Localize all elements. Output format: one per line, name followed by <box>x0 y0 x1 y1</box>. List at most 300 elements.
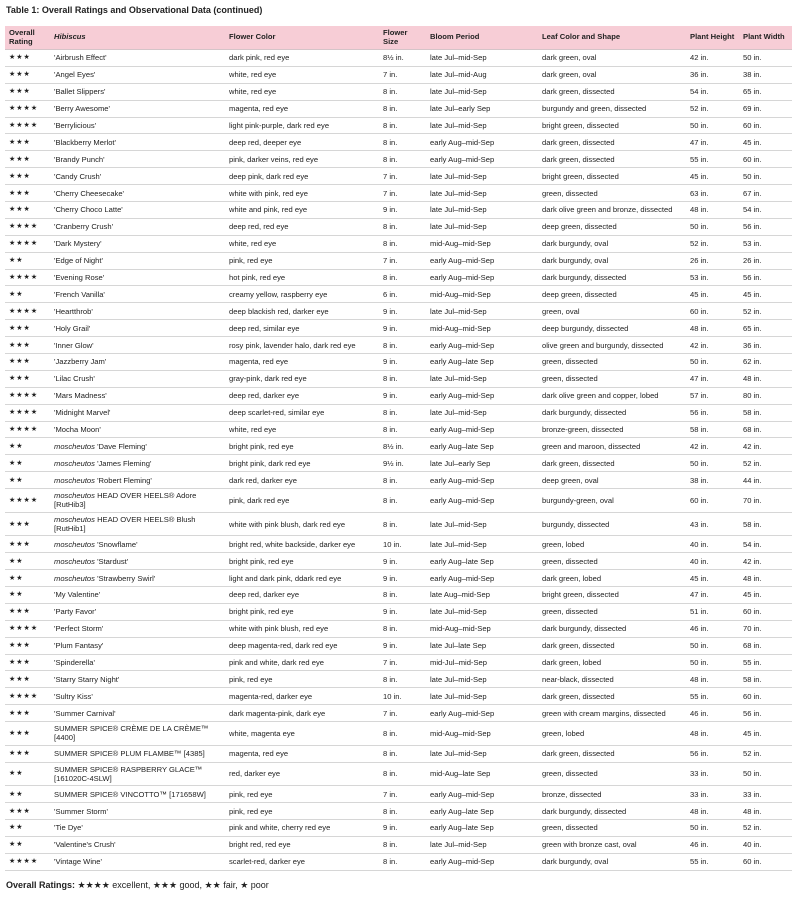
rating-cell: ★★★ <box>5 654 50 671</box>
width-cell: 70 in. <box>739 489 792 513</box>
header-row <box>5 26 792 50</box>
species-prefix: moscheutos <box>54 491 95 501</box>
rating-cell: ★★ <box>5 762 50 786</box>
rating-cell: ★★★ <box>5 354 50 371</box>
table-row <box>5 202 792 219</box>
flower-size-cell: 8 in. <box>379 587 426 604</box>
rating-cell: ★★★★ <box>5 117 50 134</box>
hibiscus-cell <box>50 637 225 654</box>
width-cell: 42 in. <box>739 438 792 455</box>
table-row <box>5 587 792 604</box>
rating-cell: ★★★ <box>5 134 50 151</box>
bloom-period-cell: mid-Aug–mid-Sep <box>426 722 538 746</box>
flower-color-cell: dark pink, red eye <box>225 50 379 67</box>
rating-cell: ★★★★ <box>5 489 50 513</box>
cultivar-name: 'Inner Glow' <box>54 340 94 350</box>
width-cell: 50 in. <box>739 762 792 786</box>
flower-size-cell: 9 in. <box>379 354 426 371</box>
col-header-height: Plant Height <box>686 26 739 50</box>
leaf-cell: bright green, dissected <box>538 168 686 185</box>
height-cell: 50 in. <box>686 455 739 472</box>
height-cell: 42 in. <box>686 337 739 354</box>
flower-color-cell: pink, red eye <box>225 252 379 269</box>
flower-color-cell: white, red eye <box>225 83 379 100</box>
hibiscus-cell <box>50 512 225 536</box>
leaf-cell: dark burgundy, oval <box>538 252 686 269</box>
bloom-period-cell: late Jul–mid-Sep <box>426 404 538 421</box>
cultivar-name: 'Lilac Crush' <box>54 374 95 384</box>
leaf-cell: dark burgundy, dissected <box>538 803 686 820</box>
height-cell: 33 in. <box>686 762 739 786</box>
table-row <box>5 387 792 404</box>
cultivar-name: 'Brandy Punch' <box>54 154 105 164</box>
bloom-period-cell: early Aug–mid-Sep <box>426 252 538 269</box>
width-cell: 52 in. <box>739 820 792 837</box>
flower-size-cell: 8 in. <box>379 853 426 870</box>
bloom-period-cell: early Aug–mid-Sep <box>426 134 538 151</box>
height-cell: 50 in. <box>686 637 739 654</box>
rating-cell: ★★★ <box>5 202 50 219</box>
rating-cell: ★★ <box>5 570 50 587</box>
flower-color-cell: white, red eye <box>225 235 379 252</box>
width-cell: 60 in. <box>739 151 792 168</box>
flower-size-cell: 8 in. <box>379 745 426 762</box>
cultivar-name: 'My Valentine' <box>54 590 101 600</box>
flower-size-cell: 9 in. <box>379 553 426 570</box>
bloom-period-cell: mid-Aug–mid-Sep <box>426 286 538 303</box>
hibiscus-cell <box>50 320 225 337</box>
legend-label: Overall Ratings: <box>6 880 76 890</box>
flower-size-cell: 10 in. <box>379 536 426 553</box>
leaf-cell: dark green, lobed <box>538 654 686 671</box>
hibiscus-cell <box>50 438 225 455</box>
bloom-period-cell: early Aug–late Sep <box>426 820 538 837</box>
table-row <box>5 404 792 421</box>
flower-color-cell: pink and white, cherry red eye <box>225 820 379 837</box>
bloom-period-cell: late Jul–mid-Aug <box>426 66 538 83</box>
bloom-period-cell: late Aug–mid-Sep <box>426 587 538 604</box>
table-row <box>5 168 792 185</box>
height-cell: 54 in. <box>686 83 739 100</box>
leaf-cell: dark burgundy, oval <box>538 853 686 870</box>
width-cell: 48 in. <box>739 570 792 587</box>
leaf-cell: burgundy and green, dissected <box>538 100 686 117</box>
cultivar-name: 'Stardust' <box>94 556 129 566</box>
flower-color-cell: deep red, red eye <box>225 218 379 235</box>
cultivar-name: 'Cherry Cheesecake' <box>54 188 125 198</box>
ratings-legend <box>6 880 269 891</box>
flower-size-cell: 8 in. <box>379 489 426 513</box>
rating-cell: ★★★ <box>5 637 50 654</box>
flower-size-cell: 8 in. <box>379 100 426 117</box>
hibiscus-cell <box>50 387 225 404</box>
flower-color-cell: gray-pink, dark red eye <box>225 370 379 387</box>
cultivar-name: 'Candy Crush' <box>54 171 102 181</box>
flower-size-cell: 9 in. <box>379 603 426 620</box>
table-body <box>5 50 792 871</box>
bloom-period-cell: early Aug–mid-Sep <box>426 853 538 870</box>
bloom-period-cell: early Aug–late Sep <box>426 438 538 455</box>
species-prefix: moscheutos <box>54 573 95 583</box>
rating-cell: ★★★★ <box>5 404 50 421</box>
bloom-period-cell: mid-Aug–mid-Sep <box>426 620 538 637</box>
cultivar-name: 'Heartthrob' <box>54 306 93 316</box>
cultivar-name: 'Dave Fleming' <box>94 441 147 451</box>
leaf-cell: deep green, oval <box>538 472 686 489</box>
flower-size-cell: 9 in. <box>379 320 426 337</box>
table-row <box>5 745 792 762</box>
table-row <box>5 83 792 100</box>
width-cell: 45 in. <box>739 587 792 604</box>
flower-color-cell: pink, red eye <box>225 803 379 820</box>
ratings-table <box>5 26 792 871</box>
bloom-period-cell: late Jul–mid-Sep <box>426 117 538 134</box>
width-cell: 56 in. <box>739 269 792 286</box>
bloom-period-cell: early Aug–mid-Sep <box>426 489 538 513</box>
flower-color-cell: bright pink, red eye <box>225 438 379 455</box>
flower-size-cell: 8 in. <box>379 722 426 746</box>
table-row <box>5 337 792 354</box>
flower-color-cell: white with pink blush, dark red eye <box>225 512 379 536</box>
cultivar-name: HEAD OVER HEELS® Blush [RutHib1] <box>54 515 196 534</box>
width-cell: 52 in. <box>739 745 792 762</box>
hibiscus-cell <box>50 151 225 168</box>
width-cell: 65 in. <box>739 320 792 337</box>
rating-cell: ★★ <box>5 438 50 455</box>
table-row <box>5 320 792 337</box>
height-cell: 40 in. <box>686 553 739 570</box>
leaf-cell: dark green, dissected <box>538 455 686 472</box>
leaf-cell: burgundy, dissected <box>538 512 686 536</box>
leaf-cell: green and maroon, dissected <box>538 438 686 455</box>
rating-cell: ★★★★ <box>5 235 50 252</box>
table-row <box>5 472 792 489</box>
width-cell: 55 in. <box>739 654 792 671</box>
height-cell: 48 in. <box>686 320 739 337</box>
species-prefix: moscheutos <box>54 515 95 525</box>
rating-cell: ★★ <box>5 286 50 303</box>
cultivar-name: 'Evening Rose' <box>54 273 105 283</box>
width-cell: 45 in. <box>739 134 792 151</box>
cultivar-name: 'Summer Carnival' <box>54 708 116 718</box>
flower-size-cell: 7 in. <box>379 786 426 803</box>
flower-color-cell: magenta, red eye <box>225 100 379 117</box>
flower-color-cell: white with pink blush, red eye <box>225 620 379 637</box>
rating-cell: ★★★★ <box>5 218 50 235</box>
rating-cell: ★★ <box>5 820 50 837</box>
table-row <box>5 836 792 853</box>
flower-size-cell: 9 in. <box>379 303 426 320</box>
leaf-cell: dark green, dissected <box>538 134 686 151</box>
cultivar-name: 'Angel Eyes' <box>54 70 96 80</box>
height-cell: 42 in. <box>686 50 739 67</box>
flower-color-cell: white with pink, red eye <box>225 185 379 202</box>
flower-size-cell: 7 in. <box>379 705 426 722</box>
table-row <box>5 117 792 134</box>
rating-cell: ★★★ <box>5 83 50 100</box>
height-cell: 48 in. <box>686 671 739 688</box>
cultivar-name: 'Blackberry Merlot' <box>54 137 116 147</box>
flower-color-cell: deep red, deeper eye <box>225 134 379 151</box>
leaf-cell: dark green, dissected <box>538 151 686 168</box>
flower-size-cell: 8 in. <box>379 337 426 354</box>
hibiscus-cell <box>50 688 225 705</box>
width-cell: 38 in. <box>739 66 792 83</box>
table-row <box>5 286 792 303</box>
leaf-cell: green, dissected <box>538 354 686 371</box>
bloom-period-cell: late Jul–early Sep <box>426 455 538 472</box>
table-row <box>5 235 792 252</box>
width-cell: 42 in. <box>739 553 792 570</box>
col-header-leaf: Leaf Color and Shape <box>538 26 686 50</box>
bloom-period-cell: late Jul–late Sep <box>426 637 538 654</box>
bloom-period-cell: late Jul–mid-Sep <box>426 168 538 185</box>
height-cell: 26 in. <box>686 252 739 269</box>
width-cell: 58 in. <box>739 404 792 421</box>
bloom-period-cell: early Aug–mid-Sep <box>426 570 538 587</box>
flower-size-cell: 8 in. <box>379 117 426 134</box>
bloom-period-cell: late Jul–mid-Sep <box>426 218 538 235</box>
bloom-period-cell: late Jul–mid-Sep <box>426 745 538 762</box>
cultivar-name: 'Valentine's Crush' <box>54 840 116 850</box>
bloom-period-cell: early Aug–late Sep <box>426 553 538 570</box>
cultivar-name: 'Party Favor' <box>54 607 97 617</box>
height-cell: 45 in. <box>686 570 739 587</box>
bloom-period-cell: late Jul–mid-Sep <box>426 512 538 536</box>
width-cell: 52 in. <box>739 455 792 472</box>
leaf-cell: burgundy-green, oval <box>538 489 686 513</box>
bloom-period-cell: late Jul–mid-Sep <box>426 836 538 853</box>
height-cell: 63 in. <box>686 185 739 202</box>
hibiscus-cell <box>50 570 225 587</box>
flower-color-cell: deep blackish red, darker eye <box>225 303 379 320</box>
hibiscus-cell <box>50 83 225 100</box>
bloom-period-cell: late Jul–mid-Sep <box>426 303 538 320</box>
table-row <box>5 252 792 269</box>
leaf-cell: green, lobed <box>538 722 686 746</box>
height-cell: 56 in. <box>686 404 739 421</box>
hibiscus-cell <box>50 620 225 637</box>
rating-cell: ★★★★ <box>5 688 50 705</box>
height-cell: 55 in. <box>686 688 739 705</box>
width-cell: 58 in. <box>739 512 792 536</box>
cultivar-name: 'Summer Storm' <box>54 806 108 816</box>
cultivar-name: 'Midnight Marvel' <box>54 408 111 418</box>
table-row <box>5 421 792 438</box>
rating-cell: ★★★ <box>5 705 50 722</box>
cultivar-name: 'Mocha Moon' <box>54 425 101 435</box>
leaf-cell: dark olive green and copper, lobed <box>538 387 686 404</box>
width-cell: 68 in. <box>739 421 792 438</box>
hibiscus-cell <box>50 168 225 185</box>
rating-cell: ★★★ <box>5 66 50 83</box>
leaf-cell: dark green, oval <box>538 50 686 67</box>
rating-cell: ★★ <box>5 786 50 803</box>
flower-size-cell: 8 in. <box>379 620 426 637</box>
table-row <box>5 637 792 654</box>
hibiscus-cell <box>50 671 225 688</box>
flower-color-cell: white, magenta eye <box>225 722 379 746</box>
species-prefix: moscheutos <box>54 539 95 549</box>
width-cell: 48 in. <box>739 370 792 387</box>
leaf-cell: bronze, dissected <box>538 786 686 803</box>
table-row <box>5 603 792 620</box>
rating-cell: ★★★★ <box>5 269 50 286</box>
flower-color-cell: deep pink, dark red eye <box>225 168 379 185</box>
flower-color-cell: deep magenta-red, dark red eye <box>225 637 379 654</box>
cultivar-name: 'Airbrush Effect' <box>54 53 107 63</box>
flower-size-cell: 9½ in. <box>379 455 426 472</box>
table-row <box>5 151 792 168</box>
rating-cell: ★★★★ <box>5 100 50 117</box>
flower-color-cell: rosy pink, lavender halo, dark red eye <box>225 337 379 354</box>
bloom-period-cell: early Aug–mid-Sep <box>426 387 538 404</box>
flower-color-cell: light and dark pink, ddark red eye <box>225 570 379 587</box>
hibiscus-cell <box>50 472 225 489</box>
flower-size-cell: 9 in. <box>379 202 426 219</box>
table-row <box>5 269 792 286</box>
width-cell: 60 in. <box>739 117 792 134</box>
cultivar-name: 'Berrylicious' <box>54 121 97 130</box>
table-title: Table 1: Overall Ratings and Observational Data (continued) <box>6 5 263 15</box>
width-cell: 54 in. <box>739 536 792 553</box>
table-row <box>5 570 792 587</box>
width-cell: 62 in. <box>739 354 792 371</box>
height-cell: 47 in. <box>686 134 739 151</box>
flower-color-cell: creamy yellow, raspberry eye <box>225 286 379 303</box>
cultivar-name: 'Edge of Night' <box>54 256 103 266</box>
cultivar-name: 'French Vanilla' <box>54 289 105 299</box>
table-row <box>5 762 792 786</box>
width-cell: 36 in. <box>739 337 792 354</box>
flower-size-cell: 7 in. <box>379 654 426 671</box>
species-prefix: moscheutos <box>54 556 95 566</box>
width-cell: 60 in. <box>739 688 792 705</box>
hibiscus-cell <box>50 820 225 837</box>
height-cell: 52 in. <box>686 100 739 117</box>
leaf-cell: dark green, oval <box>538 66 686 83</box>
flower-color-cell: dark magenta-pink, dark eye <box>225 705 379 722</box>
flower-color-cell: scarlet-red, darker eye <box>225 853 379 870</box>
table-row <box>5 620 792 637</box>
width-cell: 65 in. <box>739 83 792 100</box>
table-row <box>5 354 792 371</box>
hibiscus-cell <box>50 370 225 387</box>
flower-size-cell: 6 in. <box>379 286 426 303</box>
hibiscus-cell <box>50 404 225 421</box>
cultivar-name: 'Mars Madness' <box>54 391 107 401</box>
table-row <box>5 705 792 722</box>
col-header-rating: Overall Rating <box>5 26 50 50</box>
height-cell: 42 in. <box>686 438 739 455</box>
bloom-period-cell: early Aug–mid-Sep <box>426 269 538 286</box>
leaf-cell: dark burgundy, oval <box>538 235 686 252</box>
height-cell: 47 in. <box>686 370 739 387</box>
table-row <box>5 303 792 320</box>
flower-size-cell: 8 in. <box>379 151 426 168</box>
leaf-cell: olive green and burgundy, dissected <box>538 337 686 354</box>
leaf-cell: green, dissected <box>538 762 686 786</box>
cultivar-name: 'Tie Dye' <box>54 823 83 833</box>
height-cell: 45 in. <box>686 168 739 185</box>
bloom-period-cell: early Aug–mid-Sep <box>426 337 538 354</box>
bloom-period-cell: late Jul–mid-Sep <box>426 688 538 705</box>
table-row <box>5 536 792 553</box>
height-cell: 50 in. <box>686 117 739 134</box>
hibiscus-cell <box>50 536 225 553</box>
width-cell: 68 in. <box>739 637 792 654</box>
width-cell: 60 in. <box>739 603 792 620</box>
table-row <box>5 722 792 746</box>
hibiscus-cell <box>50 202 225 219</box>
cultivar-name: 'Jazzberry Jam' <box>54 357 107 367</box>
flower-size-cell: 8½ in. <box>379 438 426 455</box>
cultivar-name: 'Cranberry Crush' <box>54 222 114 232</box>
table-row <box>5 786 792 803</box>
col-header-flower-size: Flower Size <box>379 26 426 50</box>
flower-color-cell: white and pink, red eye <box>225 202 379 219</box>
flower-color-cell: light pink-purple, dark red eye <box>225 117 379 134</box>
bloom-period-cell: late Jul–mid-Sep <box>426 370 538 387</box>
height-cell: 48 in. <box>686 803 739 820</box>
leaf-cell: green, dissected <box>538 185 686 202</box>
flower-size-cell: 7 in. <box>379 66 426 83</box>
hibiscus-cell <box>50 836 225 853</box>
leaf-cell: dark green, lobed <box>538 570 686 587</box>
hibiscus-cell <box>50 66 225 83</box>
rating-cell: ★★★★ <box>5 387 50 404</box>
leaf-cell: green, dissected <box>538 370 686 387</box>
flower-size-cell: 8 in. <box>379 836 426 853</box>
cultivar-name: 'Vintage Wine' <box>54 857 102 867</box>
flower-size-cell: 8½ in. <box>379 50 426 67</box>
rating-cell: ★★★ <box>5 745 50 762</box>
height-cell: 48 in. <box>686 202 739 219</box>
table-row <box>5 820 792 837</box>
flower-size-cell: 7 in. <box>379 185 426 202</box>
hibiscus-cell <box>50 745 225 762</box>
species-prefix: moscheutos <box>54 458 95 468</box>
flower-color-cell: pink, red eye <box>225 671 379 688</box>
height-cell: 45 in. <box>686 286 739 303</box>
cultivar-name: 'Strawberry Swirl' <box>94 573 156 583</box>
width-cell: 80 in. <box>739 387 792 404</box>
leaf-cell: dark green, dissected <box>538 745 686 762</box>
width-cell: 56 in. <box>739 218 792 235</box>
leaf-cell: dark green, dissected <box>538 637 686 654</box>
flower-size-cell: 8 in. <box>379 218 426 235</box>
hibiscus-cell <box>50 762 225 786</box>
leaf-cell: bright green, dissected <box>538 587 686 604</box>
height-cell: 55 in. <box>686 853 739 870</box>
col-header-hibiscus: Hibiscus <box>50 26 225 50</box>
bloom-period-cell: early Aug–mid-Sep <box>426 705 538 722</box>
leaf-cell: green, dissected <box>538 603 686 620</box>
cultivar-name: 'James Fleming' <box>94 458 152 468</box>
leaf-cell: dark burgundy, dissected <box>538 404 686 421</box>
bloom-period-cell: mid-Aug–late Sep <box>426 762 538 786</box>
flower-size-cell: 8 in. <box>379 269 426 286</box>
width-cell: 26 in. <box>739 252 792 269</box>
flower-size-cell: 9 in. <box>379 637 426 654</box>
rating-cell: ★★★ <box>5 803 50 820</box>
width-cell: 45 in. <box>739 722 792 746</box>
leaf-cell: green, lobed <box>538 536 686 553</box>
height-cell: 46 in. <box>686 836 739 853</box>
legend-text: ★★★★ excellent, ★★★ good, ★★ fair, ★ poor <box>75 880 269 890</box>
bloom-period-cell: late Jul–early Sep <box>426 100 538 117</box>
cultivar-name: 'Perfect Storm' <box>54 624 104 634</box>
